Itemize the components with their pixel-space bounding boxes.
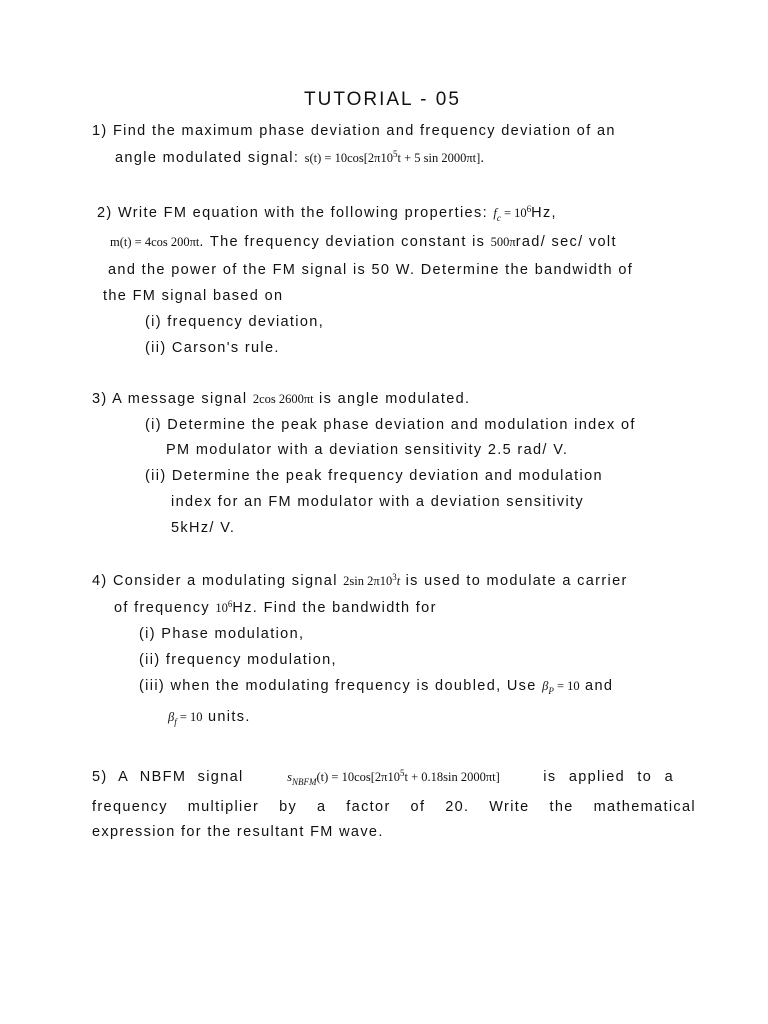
q5-equation [287, 768, 500, 786]
q5-s-symbol: s [287, 770, 292, 784]
q2-fc-exponent: 6 [526, 204, 532, 214]
q3-item-ii-line-2: index for an FM modulator with a deviation sensitivity [171, 494, 584, 510]
q4-beta-f-subscript: f [174, 717, 177, 727]
q2-item-ii: (ii) Carson's rule. [145, 340, 280, 356]
q1-eq-exponent: 5 [392, 149, 398, 159]
q4-frequency-value [215, 601, 232, 615]
q3-item-ii-line-3: 5kHz/ V. [171, 520, 236, 536]
q2-fc-value: = 10 [503, 206, 527, 220]
q4-frequency-base: 10 [215, 601, 228, 615]
q1-label: angle modulated signal: [115, 150, 300, 166]
q5-s-subscript: NBFM [291, 777, 317, 787]
q2-message-equation: m(t) = 4cos 200πt [110, 235, 200, 249]
q5-intro-end: is applied to a [543, 769, 674, 785]
q4-item-ii: (ii) frequency modulation, [139, 652, 337, 668]
q3-equation: 2cos 2600πt [252, 392, 314, 406]
q1-eq-part-b: t + 5 sin 2000πt] [397, 151, 481, 165]
q4-beta-p-value: = 10 [556, 679, 580, 693]
q1-equation [305, 151, 481, 165]
q5-line-3: expression for the resultant FM wave. [92, 824, 384, 840]
q4-line-2 [114, 599, 437, 617]
q2-intro: 2) Write FM equation with the following properties: [97, 205, 488, 221]
q4-beta-p-subscript: P [548, 686, 554, 696]
q2-kf-value: 500π [490, 235, 516, 249]
q1-line-2 [115, 149, 486, 167]
q5-line-1 [92, 768, 674, 786]
q3-item-i-line-2: PM modulator with a deviation sensitivity 2.5 rad/ V. [166, 442, 569, 458]
q4-eq-exponent: 3 [392, 572, 397, 582]
q2-item-i: (i) frequency deviation, [145, 314, 325, 330]
q2-kf-unit: rad/ sec/ volt [515, 234, 617, 250]
q4-line-beta-f [168, 708, 251, 726]
q4-intro-end: is used to modulate a carrier [405, 573, 628, 589]
q2-line-3: and the power of the FM signal is 50 W. Determine the bandwidth of [108, 262, 634, 278]
page-title: TUTORIAL - 05 [304, 89, 461, 110]
q5-eq-exponent: 5 [399, 768, 405, 778]
q2-fc-unit: Hz, [531, 205, 557, 221]
q4-eq-part-a: 2sin 2π10 [343, 574, 393, 588]
q2-line-2 [110, 233, 617, 251]
q2-line-1 [97, 204, 557, 222]
q3-item-i-line-1: (i) Determine the peak phase deviation and modulation index of [145, 417, 636, 433]
q1-line-1: 1) Find the maximum phase deviation and frequency deviation of an [92, 123, 616, 139]
q4-frequency-label: of frequency [114, 600, 210, 616]
q4-item-i: (i) Phase modulation, [139, 626, 305, 642]
q4-item-iii [139, 677, 613, 695]
q4-equation [343, 574, 400, 588]
q2-line-4: the FM signal based on [103, 288, 284, 304]
q1-period: . [480, 150, 486, 166]
q3-intro: 3) A message signal [92, 391, 248, 407]
q5-eq-part-a: (t) = 10cos[2π10 [316, 770, 400, 784]
q5-line-2: frequency multiplier by a factor of 20. Write the mathematical [92, 799, 696, 815]
q4-beta-p [542, 679, 580, 696]
q2-carrier-frequency [493, 204, 532, 223]
q2-fc-subscript: c [496, 213, 501, 223]
q3-item-ii-line-1: (ii) Determine the peak frequency deviation and modulation [145, 468, 603, 484]
q4-beta-f-value: = 10 [179, 710, 203, 724]
q4-frequency-unit: Hz. Find the bandwidth for [232, 600, 437, 616]
q1-eq-part-a: s(t) = 10cos[2π10 [304, 151, 393, 165]
q4-beta-f [168, 710, 203, 727]
q4-beta-p-symbol: β [542, 679, 549, 693]
q4-eq-part-b: t [396, 574, 401, 588]
q4-frequency-exponent: 6 [227, 599, 233, 609]
q4-intro: 4) Consider a modulating signal [92, 573, 338, 589]
q4-line-1 [92, 572, 628, 590]
q2-fc-symbol: f [493, 206, 497, 220]
q5-intro: 5) A NBFM signal [92, 769, 244, 785]
q4-units: units. [207, 709, 251, 725]
q4-and: and [585, 678, 614, 694]
q5-eq-part-b: t + 0.18sin 2000πt] [404, 770, 500, 784]
q4-item-iii-text: (iii) when the modulating frequency is doubled, Use [139, 678, 537, 694]
q4-beta-f-symbol: β [168, 710, 175, 724]
q3-intro-end: is angle modulated. [319, 391, 471, 407]
q2-deviation-text: . The frequency deviation constant is [199, 234, 486, 250]
q3-line-1 [92, 390, 470, 408]
